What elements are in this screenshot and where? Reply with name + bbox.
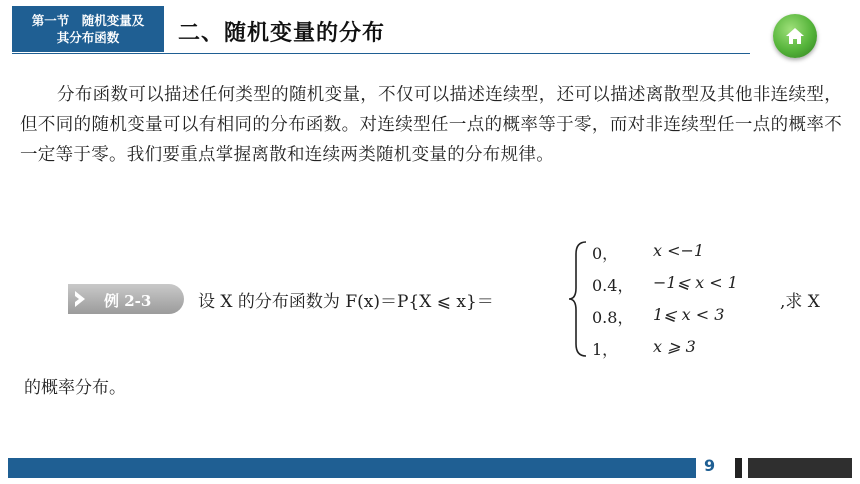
section-tag-line2: 其分布函数 [56,30,120,45]
intro-paragraph: 分布函数可以描述任何类型的随机变量，不仅可以描述连续型，还可以描述离散型及其他非连续型，但不同的随机变量可以有相同的分布函数。对连续型任一点的概率等于零，而对非连续型任一点的概率不一定等于零。我们要重点掌握离散和连续两类随机变量的分布规律。 [20,85,842,165]
title-divider [12,53,750,54]
section-tag [12,6,164,52]
chevron-right-icon [71,289,91,309]
section-tag-line1: 第一节 随机变量及 [31,13,145,28]
home-button[interactable] [773,14,817,58]
piece-value-1: 0， [592,244,619,263]
question-tail: 的概率分布。 [24,378,126,398]
piece-condition-4: x ⩾ 3 [653,337,696,356]
piece-value-3: 0.8， [592,308,634,327]
footer-dark-block [748,458,852,478]
piece-condition-3: 1⩽ x < 3 [653,305,725,324]
page-title: 二、随机变量的分布 [178,21,386,46]
question-suffix: ,求 X [780,292,820,312]
footer-bar [8,458,696,478]
piece-value-4: 1， [592,340,619,359]
question-prefix: 设 X 的分布函数为 F(x)＝P{X ⩽ x}＝ [198,292,494,312]
page-number: 9 [704,456,716,475]
piece-condition-2: −1⩽ x < 1 [653,273,738,292]
piece-condition-1: x <−1 [653,241,705,260]
example-badge [68,284,184,314]
footer-marker [735,458,742,478]
home-icon [784,25,806,47]
example-label: 例 2-3 [104,292,152,310]
piece-value-2: 0.4， [592,276,634,295]
left-brace [568,240,590,358]
